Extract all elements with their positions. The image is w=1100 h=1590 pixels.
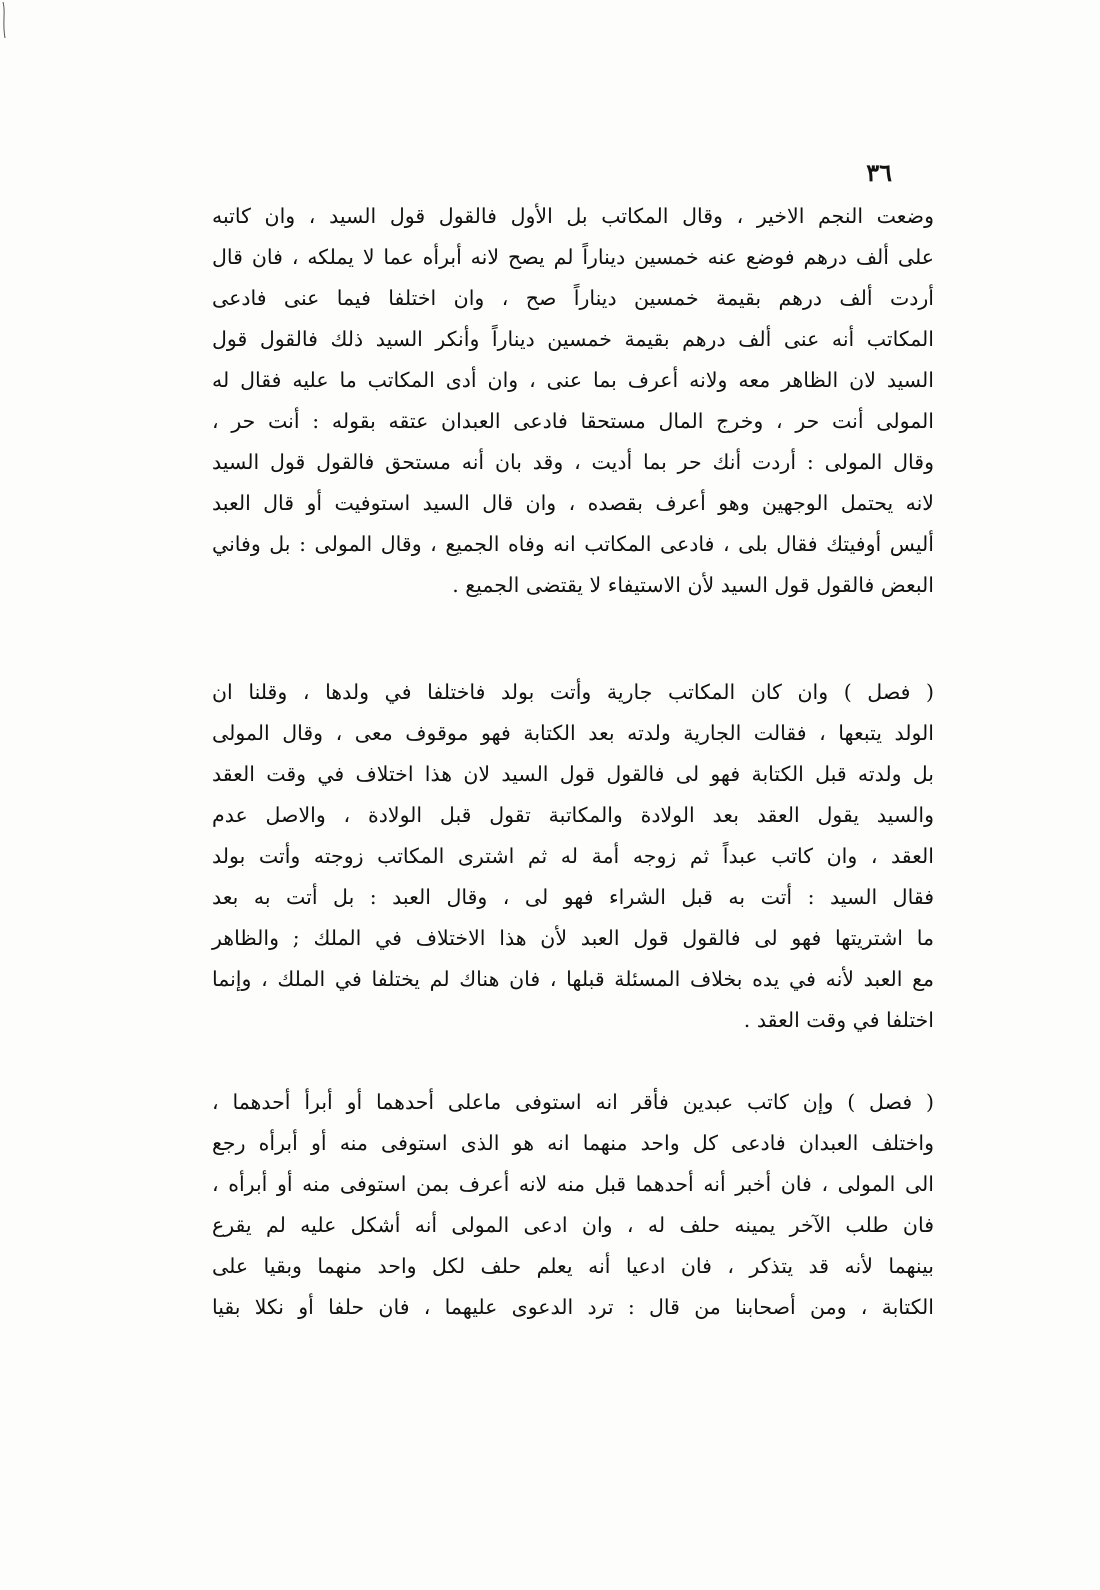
text-line: فان طلب الآخر يمينه حلف له ، وان ادعى المولى أنه أشكل عليه لم يقرع — [212, 1213, 934, 1237]
text-line: المكاتب أنه عنى ألف درهم بقيمة خمسين ديناراً وأنكر السيد ذلك فالقول قول — [212, 327, 934, 351]
scan-edge-mark — [0, 0, 14, 40]
text-line: وقال المولى : أردت أنك حر بما أديت ، وقد بان أنه مستحق فالقول قول السيد — [212, 450, 934, 474]
text-line: واختلف العبدان فادعى كل واحد منهما انه هو الذى استوفى منه أو أبرأه رجع — [212, 1131, 934, 1155]
paragraph-1 — [212, 196, 934, 606]
text-line: بينهما لأنه قد يتذكر ، فان ادعيا أنه يعلم حلف لكل واحد منهما وبقيا على — [212, 1254, 934, 1278]
text-line: بل ولدته قبل الكتابة فهو لى فالقول قول السيد لان هذا اختلاف في وقت العقد — [212, 762, 934, 786]
text-line: الولد يتبعها ، فقالت الجارية ولدته بعد الكتابة فهو موقوف معى ، وقال المولى — [212, 721, 934, 745]
text-line: أردت ألف درهم بقيمة خمسين ديناراً صح ، وان اختلفا فيما عنى فادعى — [212, 286, 934, 310]
text-line: أليس أوفيتك فقال بلى ، فادعى المكاتب انه وفاه الجميع ، وقال المولى : بل وفاني — [212, 532, 934, 556]
text-line: فقال السيد : أتت به قبل الشراء فهو لى ، وقال العبد : بل أتت به بعد — [212, 885, 934, 909]
text-line: اختلفا في وقت العقد . — [743, 1008, 934, 1032]
text-line: ( فصل ) وان كان المكاتب جارية وأتت بولد فاختلفا في ولدها ، وقلنا ان — [212, 680, 934, 704]
text-line: المولى أنت حر ، وخرج المال مستحقا فادعى العبدان عتقه بقوله : أنت حر ، — [212, 409, 934, 433]
text-line: لانه يحتمل الوجهين وهو أعرف بقصده ، وان قال السيد استوفيت أو قال العبد — [212, 491, 934, 515]
text-line: السيد لان الظاهر معه ولانه أعرف بما عنى ، وان أدى المكاتب ما عليه فقال له — [212, 368, 934, 392]
paragraph-3 — [212, 1082, 934, 1328]
text-line: والسيد يقول العقد بعد الولادة والمكاتبة تقول قبل الولادة ، والاصل عدم — [212, 803, 934, 827]
text-line: ( فصل ) وإن كاتب عبدين فأقر انه استوفى ماعلى أحدهما أو أبرأ أحدهما ، — [212, 1090, 934, 1114]
text-line: العقد ، وان كاتب عبداً ثم زوجه أمة له ثم اشترى المكاتب زوجته وأتت بولد — [212, 844, 934, 868]
text-line: الكتابة ، ومن أصحابنا من قال : ترد الدعوى عليهما ، فان حلفا أو نكلا بقيا — [212, 1295, 934, 1319]
page-number: ٣٦ — [866, 158, 892, 187]
text-line: الى المولى ، فان أخبر أنه أحدهما قبل منه لانه أعرف بمن استوفى منه أو أبرأه ، — [212, 1172, 934, 1196]
text-line: على ألف درهم فوضع عنه خمسين ديناراً لم يصح لانه أبرأه عما لا يملكه ، فان قال — [212, 245, 934, 269]
text-line: البعض فالقول قول السيد لأن الاستيفاء لا يقتضى الجميع . — [452, 573, 934, 597]
text-line: ما اشتريتها فهو لى فالقول قول العبد لأن هذا الاختلاف في الملك ; والظاهر — [212, 926, 934, 950]
text-line: مع العبد لأنه في يده بخلاف المسئلة قبلها ، فان هناك لم يختلفا في الملك ، وإنما — [212, 967, 934, 991]
text-line: وضعت النجم الاخير ، وقال المكاتب بل الأول فالقول قول السيد ، وان كاتبه — [212, 204, 934, 228]
paragraph-2 — [212, 672, 934, 1041]
